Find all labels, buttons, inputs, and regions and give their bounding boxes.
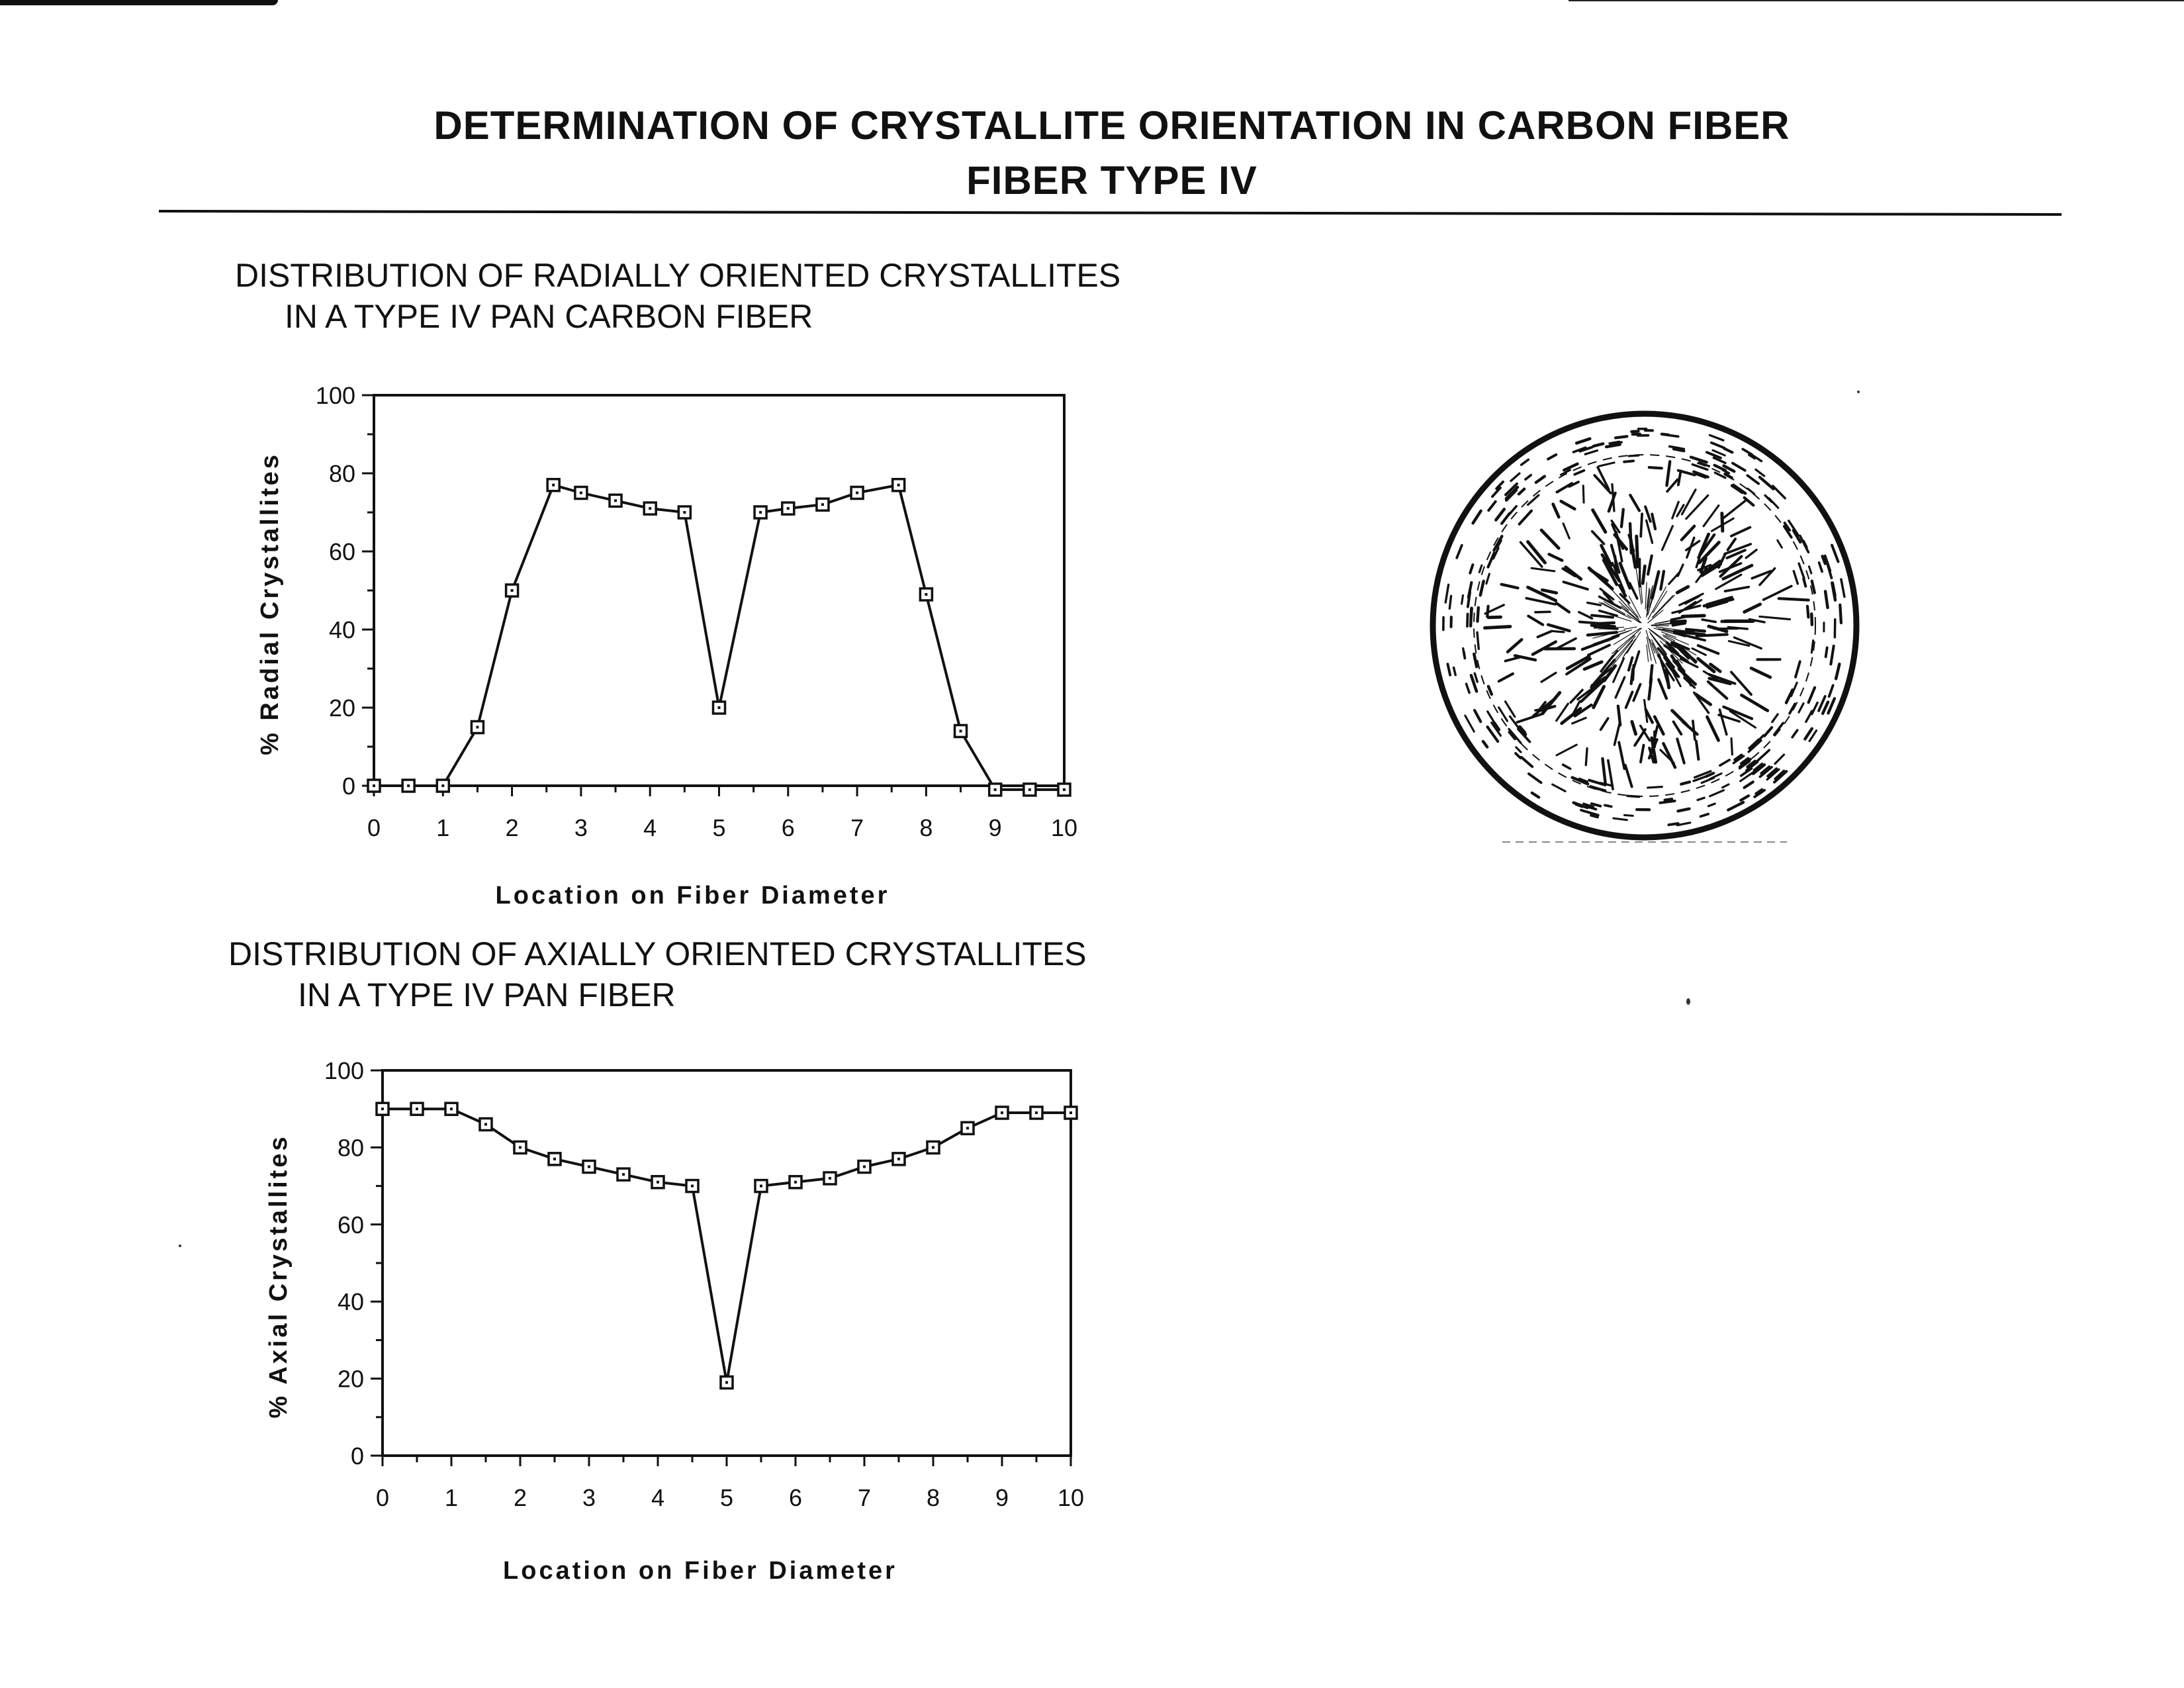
radial-crystallite — [1488, 617, 1501, 618]
x-tick-label: 9 — [995, 1484, 1009, 1511]
y-tick-label: 100 — [315, 382, 355, 409]
x-tick-label: 3 — [574, 814, 588, 841]
x-tick-label: 4 — [651, 1484, 665, 1511]
radial-crystallite — [1651, 665, 1653, 683]
x-tick-label: 6 — [781, 814, 795, 841]
radial-crystallite — [1552, 631, 1564, 632]
sheath-crystallite — [1477, 632, 1479, 649]
sheath-crystallite — [1467, 614, 1468, 626]
y-tick-label: 60 — [337, 1211, 364, 1239]
radial-chart-heading-line2: IN A TYPE IV PAN CARBON FIBER — [285, 298, 813, 335]
sheath-crystallite — [1615, 436, 1627, 438]
sheath-crystallite — [1826, 647, 1827, 657]
radial-crystallite — [1722, 513, 1723, 531]
x-tick-label: 8 — [926, 1484, 940, 1511]
sheath-crystallite — [1477, 608, 1478, 622]
sheath-crystallite — [1462, 595, 1463, 604]
y-tick-label: 80 — [337, 1134, 364, 1162]
y-tick-label: 60 — [328, 538, 355, 565]
sheath-crystallite — [1807, 606, 1808, 618]
sheath-crystallite — [1449, 596, 1451, 608]
sheath-crystallite — [1464, 651, 1465, 658]
x-tick-label: 9 — [988, 814, 1002, 841]
radial-crystallite — [1672, 621, 1686, 622]
x-tick-label: 6 — [788, 1484, 803, 1511]
axial-chart-heading-line2: IN A TYPE IV PAN FIBER — [298, 976, 676, 1013]
sheath-crystallite — [1605, 805, 1612, 806]
y-tick-label: 100 — [324, 1057, 364, 1084]
x-tick-label: 7 — [857, 1484, 872, 1511]
axial-chart-heading-line1: DISTRIBUTION OF AXIALLY ORIENTED CRYSTALLITES — [228, 935, 1087, 972]
radial-crystallite — [1637, 536, 1638, 567]
scan-speck — [179, 1244, 181, 1247]
x-tick-label: 2 — [505, 814, 519, 841]
sheath-crystallite — [1811, 614, 1812, 624]
x-tick-label: 10 — [1050, 814, 1078, 841]
sheath-crystallite — [1665, 799, 1672, 800]
document-subtitle: FIBER TYPE IV — [966, 158, 1257, 203]
sheath-crystallite — [1662, 434, 1668, 435]
x-tick-label: 0 — [367, 814, 381, 841]
x-tick-label: 4 — [643, 814, 657, 841]
y-tick-label: 80 — [328, 460, 355, 487]
x-tick-label: 5 — [719, 1484, 734, 1511]
radial-crystallite — [1594, 623, 1614, 624]
y-tick-label: 40 — [337, 1288, 364, 1316]
scan-speck — [1857, 391, 1860, 393]
radial-crystallite — [1631, 669, 1633, 684]
sheath-crystallite — [1624, 815, 1633, 816]
x-tick-label: 5 — [712, 814, 726, 841]
x-axis-title: Location on Fiber Diameter — [503, 1557, 897, 1585]
sheath-crystallite — [1487, 606, 1488, 617]
sheath-crystallite — [1840, 605, 1841, 623]
sheath-crystallite — [1610, 442, 1619, 443]
y-axis-title: % Radial Crystallites — [256, 452, 284, 755]
x-tick-label: 8 — [919, 814, 933, 841]
radial-crystallite — [1586, 749, 1587, 765]
radial-crystallite — [1686, 630, 1705, 632]
x-tick-label: 10 — [1057, 1484, 1085, 1511]
y-tick-label: 0 — [350, 1442, 364, 1470]
scan-speck — [1686, 998, 1690, 1005]
y-tick-label: 0 — [341, 773, 355, 800]
sheath-crystallite — [1629, 455, 1639, 456]
sheath-crystallite — [1803, 579, 1805, 586]
radial-crystallite — [1485, 626, 1510, 628]
y-tick-label: 40 — [328, 616, 355, 643]
radial-crystallite — [1731, 738, 1732, 754]
sheath-crystallite — [1648, 787, 1662, 788]
x-tick-label: 2 — [513, 1484, 527, 1511]
radial-crystallite — [1697, 634, 1727, 635]
radial-crystallite — [1621, 509, 1623, 526]
radial-crystallite — [1583, 486, 1584, 503]
x-tick-label: 1 — [444, 1484, 459, 1511]
y-tick-label: 20 — [328, 694, 355, 722]
radial-crystallite — [1643, 566, 1645, 583]
x-tick-label: 1 — [436, 814, 450, 841]
radial-crystallite — [1779, 598, 1809, 600]
y-tick-label: 20 — [337, 1365, 364, 1393]
document-title: DETERMINATION OF CRYSTALLITE ORIENTATION IN CARBON FIBER — [433, 103, 1790, 148]
x-tick-label: 7 — [850, 814, 864, 841]
x-axis-title: Location on Fiber Diameter — [495, 882, 890, 910]
radial-crystallite — [1592, 626, 1615, 627]
fiber-outer-wall — [1433, 414, 1856, 837]
y-axis-title: % Axial Crystallites — [265, 1134, 293, 1419]
sheath-crystallite — [1649, 467, 1662, 468]
radial-chart-heading-line1: DISTRIBUTION OF RADIALLY ORIENTED CRYSTALLITES — [235, 257, 1121, 294]
x-tick-label: 3 — [582, 1484, 596, 1511]
radial-crystallite — [1641, 514, 1642, 536]
x-tick-label: 0 — [375, 1484, 390, 1511]
